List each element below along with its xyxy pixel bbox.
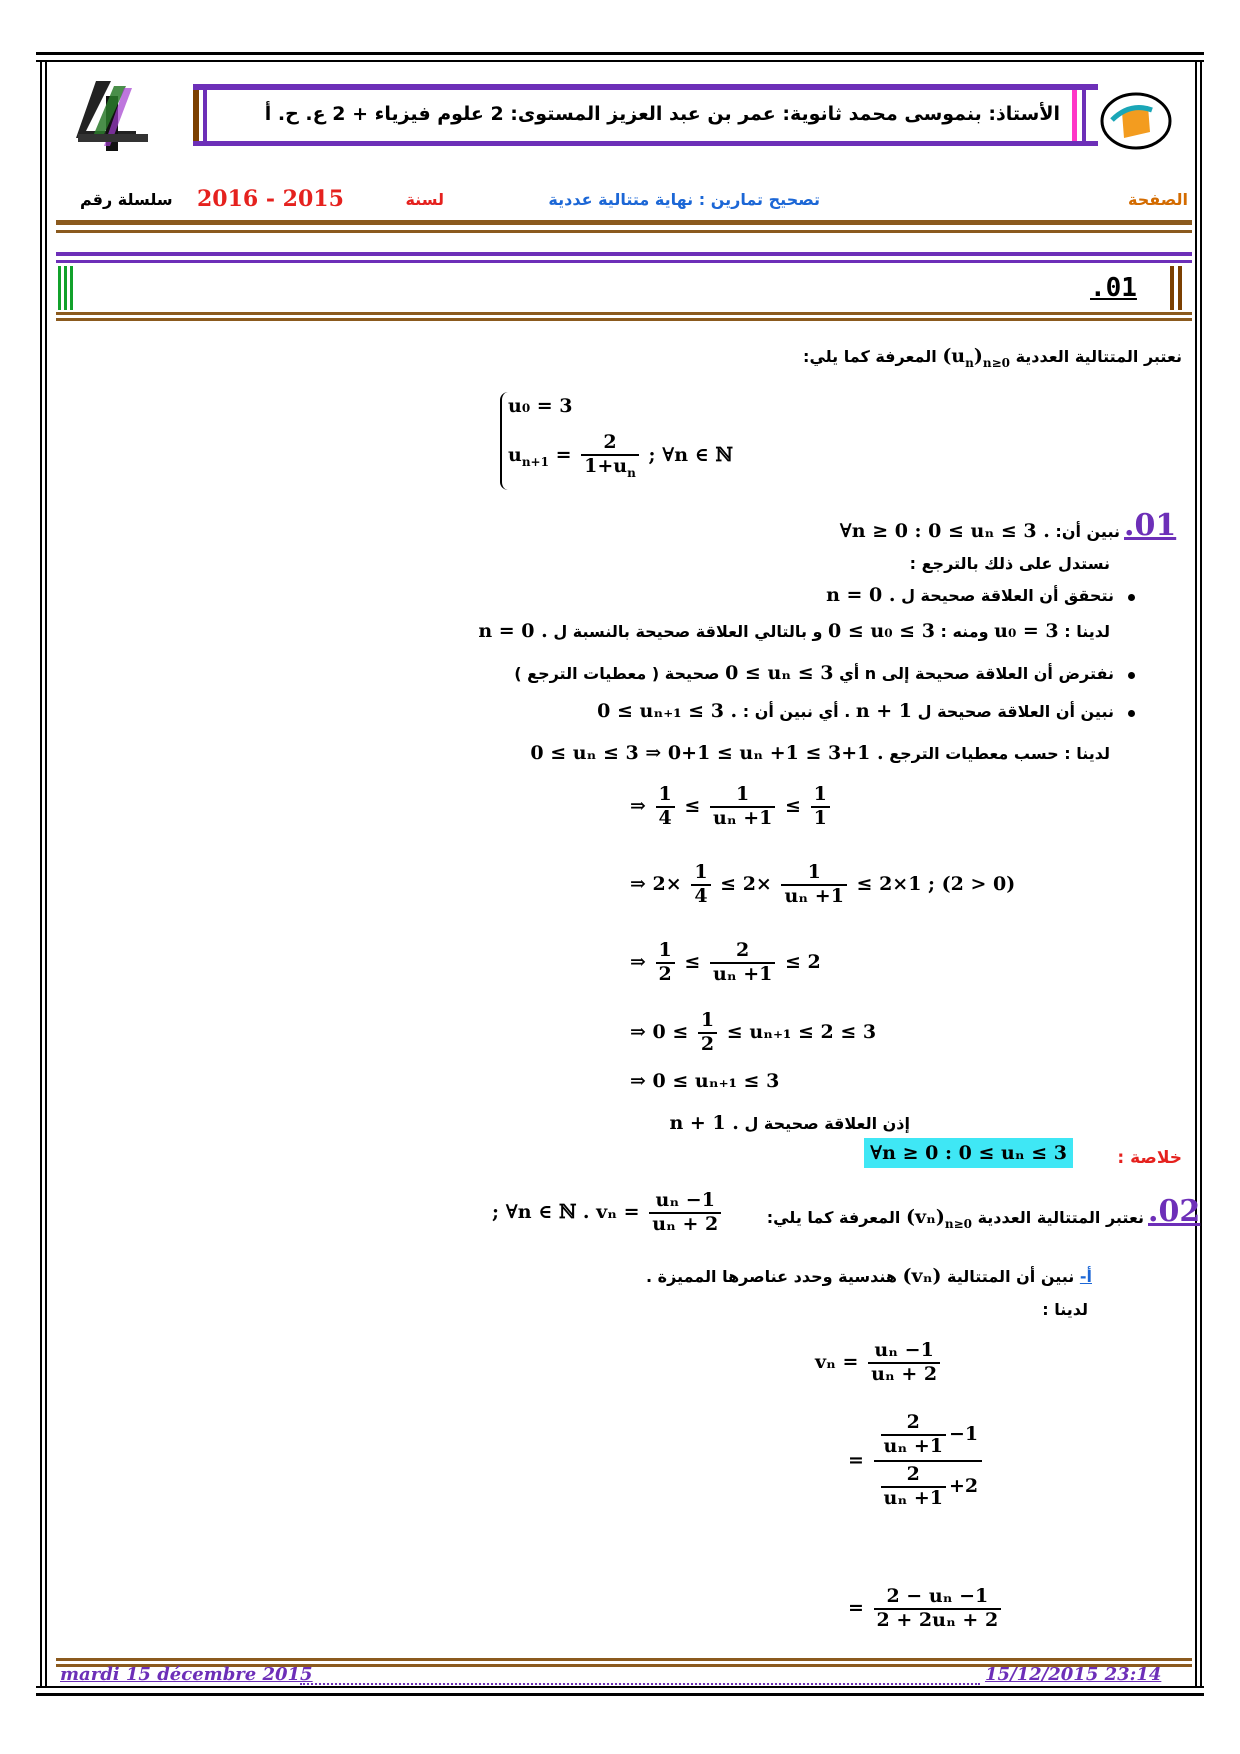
section-band-left-3 xyxy=(70,266,73,310)
section-band-bottom-2 xyxy=(56,318,1192,321)
v-step-1: vₙ = $\frac{\text{uₙ −1}}{\text{uₙ + 2}}$ xyxy=(815,1340,943,1386)
logo-4-icon xyxy=(66,76,156,156)
section-band-top xyxy=(56,252,1192,256)
q2-math: ; ∀n ∈ ℕ . vₙ = $\frac{\text{uₙ −1}}{\text{uₙ + 2}}$ xyxy=(492,1190,724,1236)
bullet-2 xyxy=(1128,672,1135,679)
section-band-right-2 xyxy=(1178,266,1182,310)
step-1: ⇒ $\frac{1}{4}$ ≤ $\frac{1}{\text{uₙ +1}}$ ≤ $\frac{1}{1}$ xyxy=(630,784,833,830)
header-stripe-right xyxy=(1072,90,1077,141)
frame-right-line-2 xyxy=(1200,62,1202,1686)
bullet-2-line: نفترض أن العلاقة صحيحة إلى n أي 0 ≤ uₙ ≤ 3 صحيحة ( معطيات الترجع ) xyxy=(514,662,1114,684)
system-line-2: $u_{n+1}$ = $\frac{2}{1+u_n}$ ; ∀n ∈ ℕ xyxy=(508,431,733,480)
induction-line: نستدل على ذلك بالترجع : xyxy=(909,554,1110,573)
section-number: .01 xyxy=(1090,273,1137,303)
frame-bottom-line-2 xyxy=(36,1693,1204,1696)
q1-math: ∀n ≥ 0 : 0 ≤ uₙ ≤ 3 . xyxy=(839,520,1050,542)
page-label: الصفحة xyxy=(1127,190,1188,209)
footer-date-left: mardi 15 décembre 2015 xyxy=(60,1664,313,1685)
footer-separator xyxy=(56,1658,1192,1661)
title-text: تصحيح تمارين : نهاية متتالية عددية xyxy=(548,190,820,209)
q2-line: نعتبر المتتالية العددية $(v_n)_{n\ge 0}$ المعرفة كما يلي: xyxy=(766,1206,1144,1231)
footer-date-right: 15/12/2015 23:14 xyxy=(985,1664,1162,1685)
header-stripe-right-2 xyxy=(1082,90,1086,141)
header-box-bottom xyxy=(193,141,1098,146)
section-band-bottom xyxy=(56,312,1192,315)
frame-top-line xyxy=(36,52,1204,55)
section-band-left xyxy=(58,266,61,310)
footer-dots xyxy=(300,1683,980,1685)
section-band-left-2 xyxy=(64,266,67,310)
we-have-line: لدينا : xyxy=(1042,1300,1088,1319)
frame-left-line xyxy=(40,62,42,1686)
bullet-3 xyxy=(1128,710,1135,717)
teacher-line: الأستاذ: بنموسى محمد ثانوية: عمر بن عبد العزيز المستوى: 2 علوم فيزياء + 2 ع. ح. أ xyxy=(264,103,1060,125)
header-stripe-left-2 xyxy=(203,84,207,146)
intro-seq: $(u_n)_{n\ge 0}$ xyxy=(942,345,1010,370)
step-5: ⇒ 0 ≤ uₙ₊₁ ≤ 3 xyxy=(630,1070,780,1092)
v-step-3: = $\frac{\text{2 − uₙ −1}}{\text{2 + 2uₙ + 2}}$ xyxy=(848,1586,1004,1632)
exercise-title xyxy=(548,190,820,209)
separator-brown xyxy=(56,220,1192,225)
bullet-1-line: نتحقق أن العلاقة صحيحة ل n = 0 . xyxy=(826,584,1114,606)
line-l2: لدينا : حسب معطيات الترجع 0 ≤ uₙ ≤ 3 ⇒ 0+1 ≤ uₙ +1 ≤ 3+1 . xyxy=(530,742,1110,764)
header-box-top xyxy=(193,84,1098,90)
then-line: إذن العلاقة صحيحة ل n + 1 . xyxy=(669,1112,910,1134)
year: 2016 - 2015 xyxy=(197,186,344,212)
intro-line: نعتبر المتتالية العددية $(u_n)_{n\ge 0}$ المعرفة كما يلي: xyxy=(803,345,1182,370)
q2-number: .02 xyxy=(1148,1194,1201,1229)
conclusion-box: ∀n ≥ 0 : 0 ≤ uₙ ≤ 3 xyxy=(864,1138,1073,1168)
year-label: لسنة xyxy=(405,190,444,209)
series-label: سلسلة رقم xyxy=(80,190,173,209)
frame-bottom-line xyxy=(36,1686,1204,1688)
header-stripe-left xyxy=(193,84,199,146)
q1-line: نبين أن: ∀n ≥ 0 : 0 ≤ uₙ ≤ 3 . xyxy=(839,520,1120,542)
bullet-1 xyxy=(1128,594,1135,601)
step-4: ⇒ 0 ≤ $\frac{1}{2}$ ≤ uₙ₊₁ ≤ 2 ≤ 3 xyxy=(630,1009,877,1055)
step-3: ⇒ $\frac{1}{2}$ ≤ $\frac{2}{\text{uₙ +1}}$ ≤ 2 xyxy=(630,939,821,985)
system-line-1: u₀ = 3 xyxy=(508,395,573,417)
q1-number: .01 xyxy=(1124,508,1177,543)
line-l1: لدينا : u₀ = 3 ومنه : 0 ≤ u₀ ≤ 3 و بالتالي العلاقة صحيحة بالنسبة ل n = 0 . xyxy=(478,620,1110,642)
conclusion-label: خلاصة : xyxy=(1117,1148,1182,1168)
qa-line: أ- نبين أن المتتالية (vₙ) هندسية وحدد عناصرها المميزة . xyxy=(645,1265,1092,1287)
v-step-2: = $\frac{2}{\text{uₙ +1}}$ −1 $\frac{2}{\text{uₙ +1}}$ +2 xyxy=(848,1410,985,1511)
step-2: ⇒ 2× $\frac{1}{4}$ ≤ 2× $\frac{1}{\text{uₙ +1}}$ ≤ 2×1 ; (2 > 0) xyxy=(630,861,1016,907)
section-band-top-2 xyxy=(56,260,1192,263)
frame-right-line xyxy=(1195,62,1197,1686)
separator-brown-2 xyxy=(56,230,1192,233)
frame-top-line-2 xyxy=(36,60,1204,62)
bullet-3-line: نبين أن العلاقة صحيحة ل n + 1 . أي نبين أن : 0 ≤ uₙ₊₁ ≤ 3 . xyxy=(597,700,1114,722)
book-logo-icon xyxy=(1100,92,1172,150)
section-band-right xyxy=(1170,266,1174,310)
frame-left-line-2 xyxy=(45,62,47,1686)
